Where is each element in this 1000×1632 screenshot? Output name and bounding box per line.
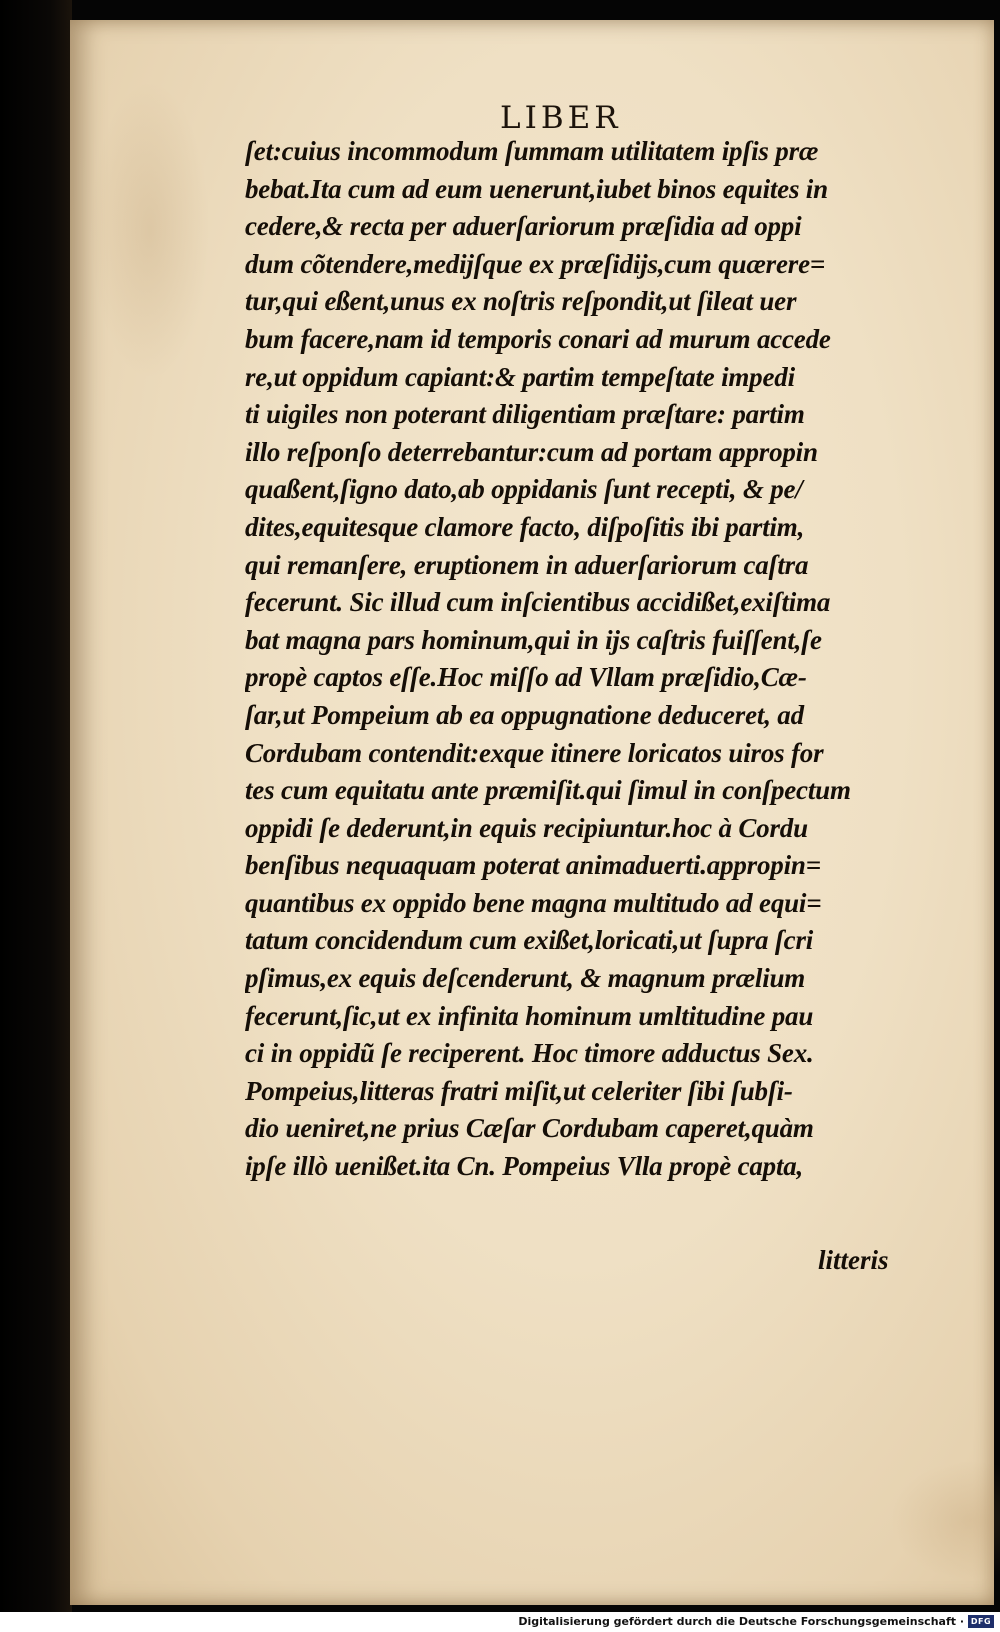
dfg-logo: DFG — [968, 1615, 994, 1628]
digitization-footer — [0, 1612, 1000, 1632]
catchword: litteris — [818, 1245, 889, 1275]
text-line: bat magna pars hominum,qui in ijs caſtris fuiſſent,ſe — [245, 624, 822, 655]
text-line: quantibus ex oppido bene magna multitudo ad equi= — [245, 887, 822, 918]
text-line: oppidi ſe dederunt,in equis recipiuntur.hoc à Cordu — [245, 812, 808, 843]
text-block — [245, 133, 910, 1186]
text-line: Pompeius,litteras fratri miſit,ut celeriter ſibi ſubſi- — [245, 1075, 793, 1106]
text-line: fecerunt,ſic,ut ex infinita hominum umltitudine pau — [245, 1000, 814, 1031]
text-line: qui remanſere, eruptionem in aduerſariorum caſtra — [245, 549, 809, 580]
text-line: illo reſponſo deterrebantur:cum ad portam appropin — [245, 436, 818, 467]
footer-credit: Digitalisierung gefördert durch die Deutsche Forschungsgemeinschaft · — [518, 1615, 964, 1628]
text-line: quaßent,ſigno dato,ab oppidanis ſunt recepti, & pe/ — [245, 474, 803, 505]
text-line: ſet:cuius incommodum ſummam utilitatem ipſis præ — [245, 136, 819, 166]
text-line: re,ut oppidum capiant:& partim tempeſtate impedi — [245, 361, 795, 392]
running-head: LIBER — [500, 100, 622, 136]
text-line: fecerunt. Sic illud cum inſcientibus accidißet,exiſtima — [245, 587, 831, 618]
text-line: ti uigiles non poterant diligentiam præſtare: partim — [245, 399, 805, 430]
text-line: Cordubam contendit:exque itinere loricatos uiros for — [245, 737, 824, 768]
paper-stain — [890, 1460, 1000, 1580]
text-line: ipſe illò uenißet.ita Cn. Pompeius Vlla propè capta, — [245, 1151, 804, 1182]
text-line: dites,equitesque clamore facto, diſpoſitis ibi partim, — [245, 511, 805, 542]
text-line: tes cum equitatu ante præmiſit.qui ſimul in conſpectum — [245, 775, 851, 806]
text-line: tatum concidendum cum exißet,loricati,ut ſupra ſcri — [245, 925, 814, 956]
text-line: ſar,ut Pompeium ab ea oppugnatione deduceret, ad — [245, 699, 804, 730]
text-line: ci in oppidũ ſe reciperent. Hoc timore adductus Sex. — [245, 1038, 814, 1069]
text-line: dum cõtendere,medijſque ex præſidijs,cum quærere= — [245, 248, 826, 279]
text-line: pſimus,ex equis deſcenderunt, & magnum prælium — [245, 963, 806, 994]
text-line: propè captos eſſe.Hoc miſſo ad Vllam præſidio,Cæ- — [245, 662, 807, 693]
text-line: bebat.Ita cum ad eum uenerunt,iubet binos equites in — [245, 173, 828, 204]
text-line: tur,qui eßent,unus ex noſtris reſpondit,ut ſileat uer — [245, 286, 797, 317]
text-line: bum facere,nam id temporis conari ad murum accede — [245, 323, 831, 354]
text-line: dio ueniret,ne prius Cæſar Cordubam caperet,quàm — [245, 1113, 814, 1144]
paper-stain — [90, 80, 210, 380]
text-line: cedere,& recta per aduerſariorum præſidia ad oppi — [245, 211, 802, 242]
binding-gutter — [0, 0, 72, 1632]
text-line: benſibus nequaquam poterat animaduerti.appropin= — [245, 850, 821, 881]
